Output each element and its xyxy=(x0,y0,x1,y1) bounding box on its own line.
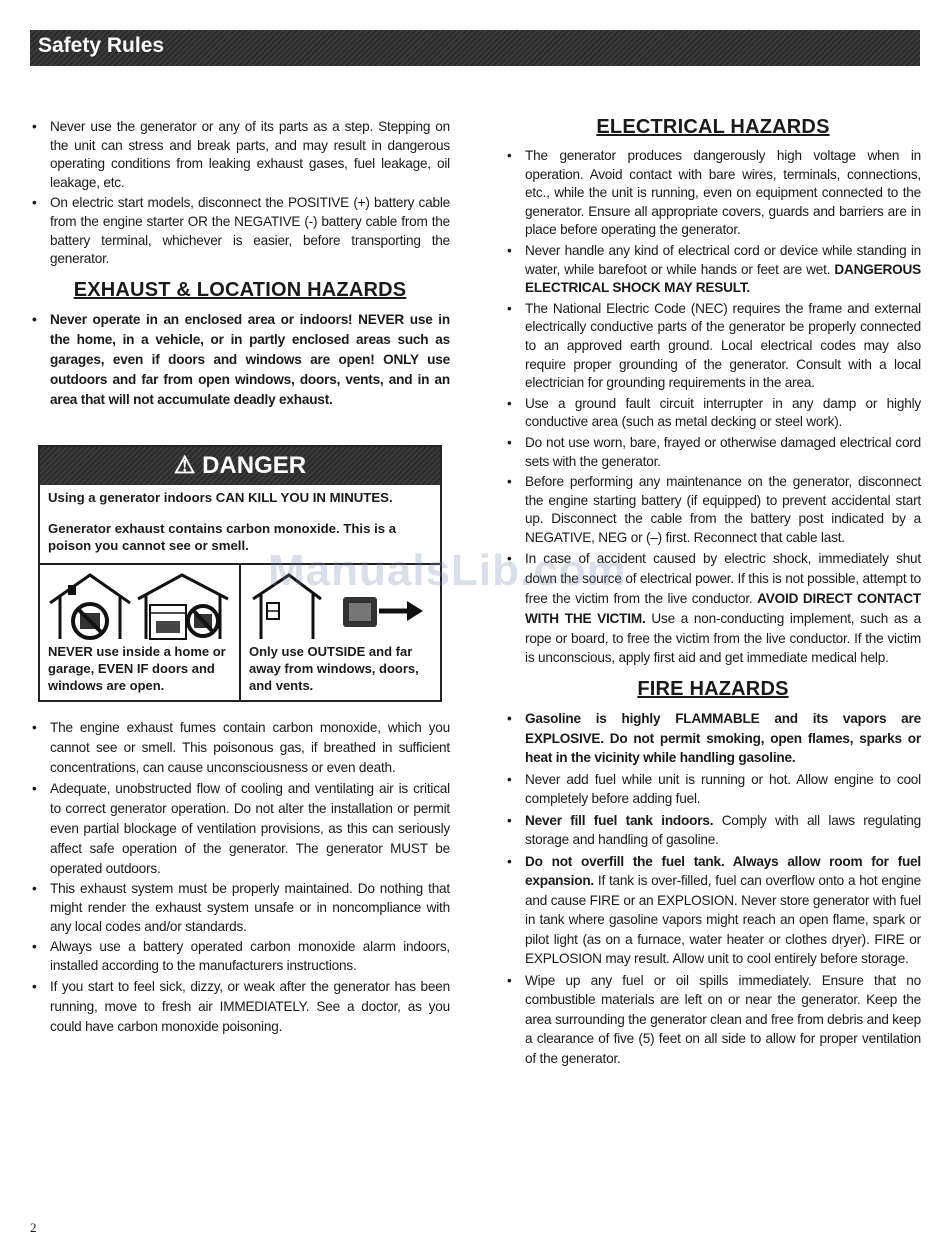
left-column-lower xyxy=(30,718,450,1039)
item-text: Comply with all laws regulating storage and handling of gasoline. xyxy=(525,812,921,848)
item-tail: Use a non-conducting implement, such as a rope or board, to free the victim from the live conductor. If the victim is unconscious, apply first aid and get immediate medical help. xyxy=(525,610,921,666)
exhaust-list xyxy=(30,718,450,1037)
list-item: • Use a ground fault circuit interrupter in any damp or highly conductive area (such as metal decking or steel work). xyxy=(505,395,921,432)
exhaust-section-title: EXHAUST & LOCATION HAZARDS xyxy=(73,278,407,301)
list-item: • Adequate, unobstructed flow of cooling and ventilating air is critical to correct generator operation. Do not alter the installation or permit even partial blockage of ventilation provisions, as this can seriously affect safe operation of the generator. The generator MUST be operated outdoors. xyxy=(30,779,450,878)
list-item: • Before performing any maintenance on the generator, disconnect the engine starting battery (if equipped) to prevent accidental start up. Disconnect the cable from the battery post indicated by a NEGATIVE, NEG or (–) first. Reconnect that cable last. xyxy=(505,473,921,547)
item-text: Never handle any kind of electrical cord or device while standing in water, while barefoot or while hands or feet are wet. xyxy=(525,242,921,277)
watermark: ManualsLib.com xyxy=(268,546,627,595)
fire-section-title: FIRE HAZARDS xyxy=(637,678,789,701)
list-item: • Never use the generator or any of its parts as a step. Stepping on the unit can stress and break parts, and may result in dangerous operating conditions from leaking exhaust gases, fuel leakage, oil leakage, etc. xyxy=(30,118,450,192)
danger-label: ⚠ DANGER xyxy=(40,447,440,485)
no-indoor-use-icon xyxy=(46,569,234,641)
list-item: • The engine exhaust fumes contain carbon monoxide, which you cannot see or smell. This poisonous gas, if breathed in sufficient concentrations, can cause unconsciousness or even death. xyxy=(30,718,450,777)
item-text: If tank is over-filled, fuel can overflow onto a hot engine and cause FIRE or an EXPLOSION. Never store generator with fuel in tank where gasoline vapors might reach an open flame, spark or pilot light (as on a furnace, water heater or clothes dryer). FIRE or EXPLOSION may result. Allow unit to cool entirely before storage. xyxy=(525,873,922,967)
danger-line-1: Using a generator indoors CAN KILL YOU IN MINUTES. xyxy=(48,490,393,505)
list-item: • Wipe up any fuel or oil spills immediately. Ensure that no combustible materials are left on or near the generator. Keep the area surrounding the generator clean and free from debris and keep a clearance of five (5) feet on all side to allow for proper ventilation of the generator. xyxy=(505,971,921,1069)
intro-list xyxy=(30,118,450,269)
item-bold: AVOID DIRECT CONTACT WITH THE VICTIM. xyxy=(525,591,921,626)
list-item: • Never add fuel while unit is running or hot. Allow engine to cool completely before adding fuel. xyxy=(505,770,921,809)
list-item: • This exhaust system must be properly maintained. Do nothing that might render the exhaust system unsafe or in noncompliance with any local codes and/or standards. xyxy=(30,880,450,936)
list-item xyxy=(505,811,921,850)
electrical-section-title: ELECTRICAL HAZARDS xyxy=(596,116,830,138)
list-item: • Gasoline is highly FLAMMABLE and its vapors are EXPLOSIVE. Do not permit smoking, open flames, sparks or heat in the vicinity while handling gasoline. xyxy=(505,709,921,768)
fire-list xyxy=(505,709,921,1068)
list-item: • If you start to feel sick, dizzy, or weak after the generator has been running, move to fresh air IMMEDIATELY. See a doctor, as you could have carbon monoxide poisoning. xyxy=(30,977,450,1036)
header-bar xyxy=(30,30,920,66)
list-item: • The National Electric Code (NEC) requires the frame and external electrically conductive parts of the generator be properly connected to an approved earth ground. Local electrical codes may also require proper grounding of the generator. Consult with a local electrician for grounding requirements in the area. xyxy=(505,300,921,393)
item-text: In case of accident caused by electric shock, immediately shut down the source of electrical power. If this is not possible, attempt to free the victim from the live conductor. xyxy=(525,551,921,607)
exhaust-warning-list xyxy=(30,310,450,410)
list-item: • On electric start models, disconnect the POSITIVE (+) battery cable from the engine starter OR the NEGATIVE (-) battery cable from the battery terminal, whichever is easier, before transporting the generator. xyxy=(30,194,450,268)
list-item: • Do not use worn, bare, frayed or otherwise damaged electrical cord sets with the generator. xyxy=(505,434,921,471)
exhaust-warning: • Never operate in an enclosed area or indoors! NEVER use in the home, in a vehicle, or in partly enclosed areas such as garages, even if doors and windows are open! ONLY use outdoors and far from open windows, doors, vents, and in an area that will not accumulate deadly exhaust. xyxy=(30,310,450,410)
list-item xyxy=(505,852,921,969)
list-item: • Always use a battery operated carbon monoxide alarm indoors, installed according to the manufacturers instructions. xyxy=(30,938,450,975)
caption-never-indoors: NEVER use inside a home or garage, EVEN IF doors and windows are open. xyxy=(48,644,226,693)
left-column xyxy=(30,118,450,412)
item-bold: Never fill fuel tank indoors. xyxy=(525,812,714,828)
item-bold: DANGEROUS ELECTRICAL SHOCK MAY RESULT. xyxy=(525,261,921,296)
pictogram-indoors xyxy=(40,565,239,700)
item-bold: Do not overfill the fuel tank. Always allow room for fuel expansion. xyxy=(525,853,921,889)
list-item: • The generator produces dangerously high voltage when in operation. Avoid contact with bare wires, terminals, connections, etc., while the unit is running, even on equipment connected to the generator. Ensure all appropriate covers, guards and barriers are in place before operating the generator. xyxy=(505,147,921,240)
caption-outside-only: Only use OUTSIDE and far away from windows, doors, and vents. xyxy=(249,644,419,693)
page-number: 2 xyxy=(30,1220,37,1235)
list-item xyxy=(505,242,921,298)
danger-line-2: Generator exhaust contains carbon monoxide. This is a poison you cannot see or smell. xyxy=(48,521,397,553)
page-title: Safety Rules xyxy=(38,34,165,57)
danger-text xyxy=(40,485,440,554)
